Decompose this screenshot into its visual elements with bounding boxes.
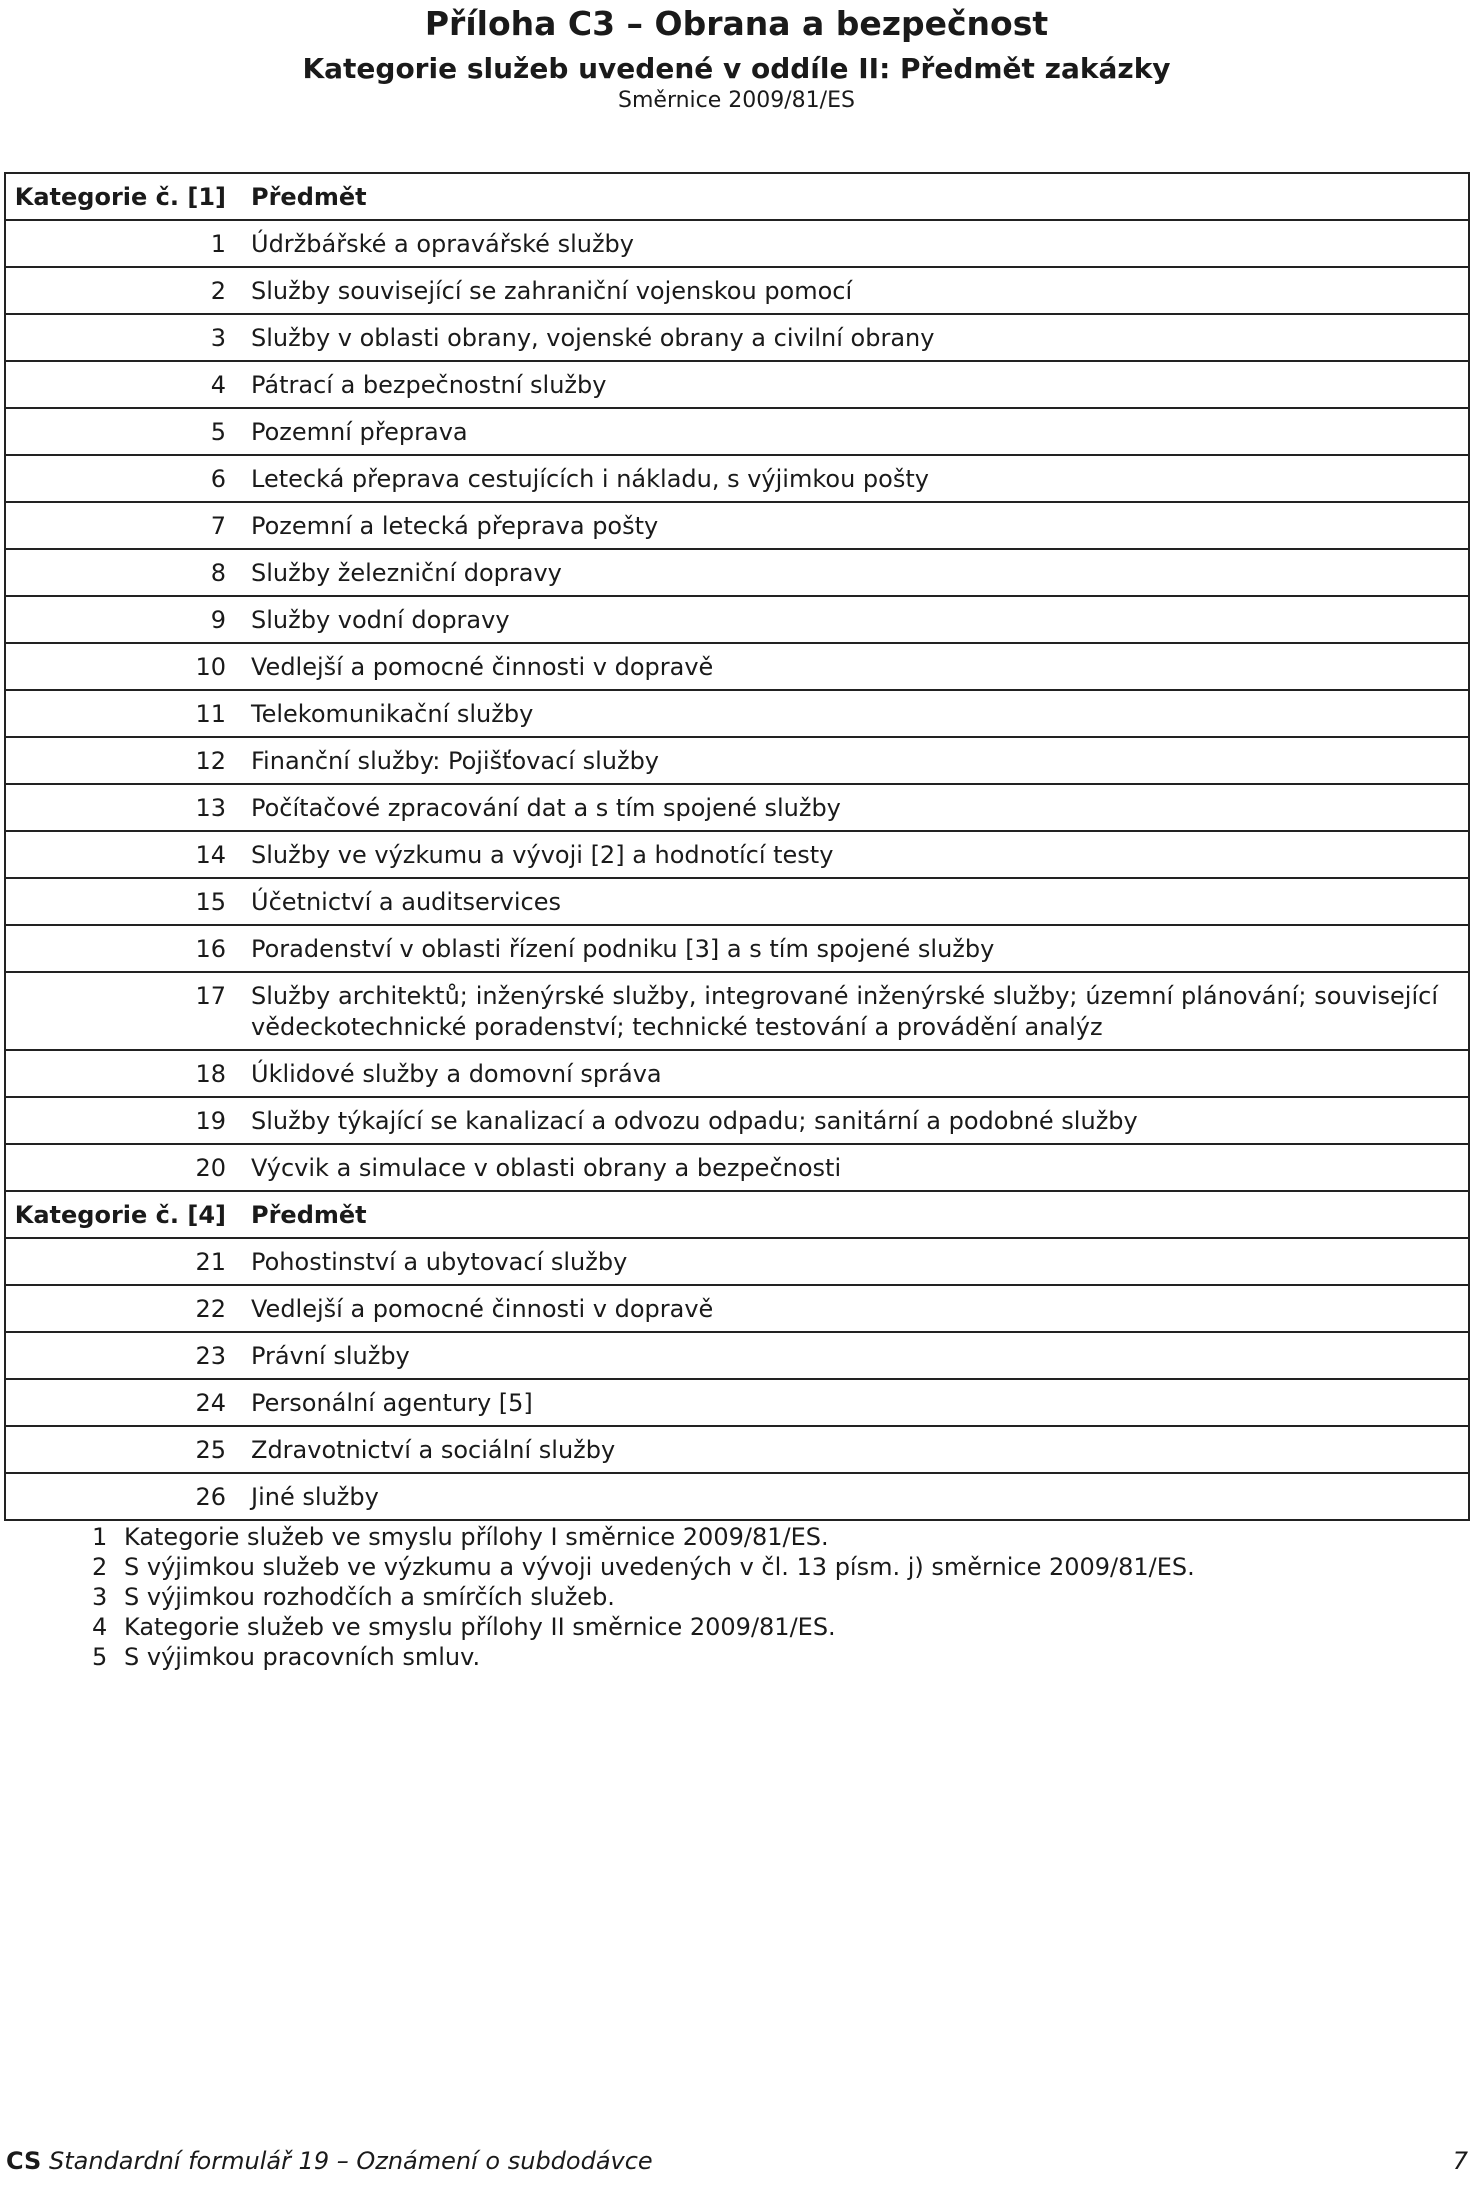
table-row (6, 503, 1468, 550)
category-number: 13 (195, 794, 226, 822)
category-number: 6 (210, 465, 226, 493)
footnote-text: S výjimkou rozhodčích a smírčích služeb. (124, 1583, 615, 1611)
category-number: 10 (195, 653, 226, 681)
table-row (6, 785, 1468, 832)
service-subject: Údržbářské a opravářské služby (251, 230, 634, 258)
table-row (6, 315, 1468, 362)
service-subject: Finanční služby: Pojišťovací služby (251, 747, 659, 775)
table-row (6, 973, 1468, 1051)
table-row (6, 1051, 1468, 1098)
category-number: 4 (210, 371, 226, 399)
footnote-text: S výjimkou služeb ve výzkumu a vývoji uvedených v čl. 13 písm. j) směrnice 2009/81/ES. (124, 1553, 1195, 1581)
service-subject: Služby v oblasti obrany, vojenské obrany a civilní obrany (251, 324, 935, 352)
table-row (6, 879, 1468, 926)
page-subtitle: Kategorie služeb uvedené v oddíle II: Předmět zakázky (302, 52, 1171, 85)
service-subject: Jiné služby (251, 1483, 379, 1511)
table-row (6, 1239, 1468, 1286)
category-number: 15 (195, 888, 226, 916)
category-number: 24 (195, 1389, 226, 1417)
footnote (92, 1642, 1195, 1672)
table-header-row (6, 174, 1468, 221)
table-header-row (6, 1192, 1468, 1239)
language-code: CS (6, 2147, 42, 2175)
footnote-number: 2 (92, 1553, 108, 1581)
footnote-text: Kategorie služeb ve smyslu přílohy II směrnice 2009/81/ES. (124, 1613, 836, 1641)
category-number: 2 (210, 277, 226, 305)
service-subject: Vedlejší a pomocné činnosti v dopravě (251, 1295, 714, 1323)
footnote (92, 1522, 1195, 1552)
service-subject: Vedlejší a pomocné činnosti v dopravě (251, 653, 714, 681)
category-number: 20 (195, 1154, 226, 1182)
service-subject: Služby vodní dopravy (251, 606, 510, 634)
service-subject: Pozemní a letecká přeprava pošty (251, 512, 659, 540)
service-subject: Letecká přeprava cestujících i nákladu, s výjimkou pošty (251, 465, 929, 493)
category-header: Kategorie č. [4] (14, 1201, 226, 1229)
table-row (6, 597, 1468, 644)
category-number: 9 (210, 606, 226, 634)
footnote-number: 3 (92, 1583, 108, 1611)
category-number: 25 (195, 1436, 226, 1464)
service-subject: Pohostinství a ubytovací služby (251, 1248, 628, 1276)
category-number: 17 (195, 982, 226, 1010)
footnote-text: S výjimkou pracovních smluv. (124, 1643, 481, 1671)
table-row (6, 644, 1468, 691)
service-subject: Služby železniční dopravy (251, 559, 562, 587)
table-row (6, 1098, 1468, 1145)
service-subject: Služby ve výzkumu a vývoji [2] a hodnotící testy (251, 841, 834, 869)
category-number: 16 (195, 935, 226, 963)
service-subject: Právní služby (251, 1342, 410, 1370)
category-header: Kategorie č. [1] (14, 183, 226, 211)
table-row (6, 691, 1468, 738)
service-subject: Účetnictví a auditservices (251, 888, 561, 916)
table-row (6, 1145, 1468, 1192)
footnote-number: 4 (92, 1613, 108, 1641)
table-row (6, 1333, 1468, 1380)
category-number: 12 (195, 747, 226, 775)
page-number: 7 (1452, 2147, 1468, 2175)
service-subject: Poradenství v oblasti řízení podniku [3] a s tím spojené služby (251, 935, 995, 963)
category-number: 1 (210, 230, 226, 258)
services-table (4, 172, 1470, 1521)
table-row (6, 1380, 1468, 1427)
footnote-text: Kategorie služeb ve smyslu přílohy I směrnice 2009/81/ES. (124, 1523, 829, 1551)
page-title: Příloha C3 – Obrana a bezpečnost (424, 4, 1049, 43)
table-row (6, 456, 1468, 503)
footnote-number: 1 (92, 1523, 108, 1551)
category-number: 8 (210, 559, 226, 587)
category-number: 19 (195, 1107, 226, 1135)
directive-label: Směrnice 2009/81/ES (618, 88, 855, 113)
service-subject: Služby architektů; inženýrské služby, integrované inženýrské služby; územní plánování; související vědeckotechnické poradenství; technické testování a provádění analýz (251, 982, 1438, 1041)
service-subject: Služby týkající se kanalizací a odvozu odpadu; sanitární a podobné služby (251, 1107, 1138, 1135)
category-number: 7 (210, 512, 226, 540)
category-number: 23 (195, 1342, 226, 1370)
category-number: 21 (195, 1248, 226, 1276)
subject-header: Předmět (251, 1201, 367, 1229)
service-subject: Pátrací a bezpečnostní služby (251, 371, 607, 399)
category-number: 26 (195, 1483, 226, 1511)
category-number: 3 (210, 324, 226, 352)
category-number: 18 (195, 1060, 226, 1088)
footnote (92, 1552, 1195, 1582)
service-subject: Telekomunikační služby (251, 700, 534, 728)
form-title: Standardní formulář 19 – Oznámení o subdodávce (48, 2147, 653, 2175)
table-row (6, 1427, 1468, 1474)
table-row (6, 550, 1468, 597)
table-row (6, 832, 1468, 879)
table-row (6, 1474, 1468, 1519)
category-number: 5 (210, 418, 226, 446)
table-row (6, 738, 1468, 785)
table-row (6, 1286, 1468, 1333)
table-row (6, 362, 1468, 409)
category-number: 14 (195, 841, 226, 869)
table-row (6, 409, 1468, 456)
service-subject: Personální agentury [5] (251, 1389, 533, 1417)
service-subject: Zdravotnictví a sociální služby (251, 1436, 616, 1464)
footnote (92, 1612, 1195, 1642)
footnote (92, 1582, 1195, 1612)
page-footer (6, 2147, 1468, 2175)
category-number: 11 (195, 700, 226, 728)
category-number: 22 (195, 1295, 226, 1323)
service-subject: Služby související se zahraniční vojenskou pomocí (251, 277, 853, 305)
service-subject: Výcvik a simulace v oblasti obrany a bezpečnosti (251, 1154, 842, 1182)
service-subject: Počítačové zpracování dat a s tím spojené služby (251, 794, 841, 822)
table-row (6, 268, 1468, 315)
table-row (6, 926, 1468, 973)
table-row (6, 221, 1468, 268)
footnotes (92, 1522, 1195, 1672)
service-subject: Úklidové služby a domovní správa (251, 1060, 662, 1088)
subject-header: Předmět (251, 183, 367, 211)
service-subject: Pozemní přeprava (251, 418, 468, 446)
footnote-number: 5 (92, 1643, 108, 1671)
